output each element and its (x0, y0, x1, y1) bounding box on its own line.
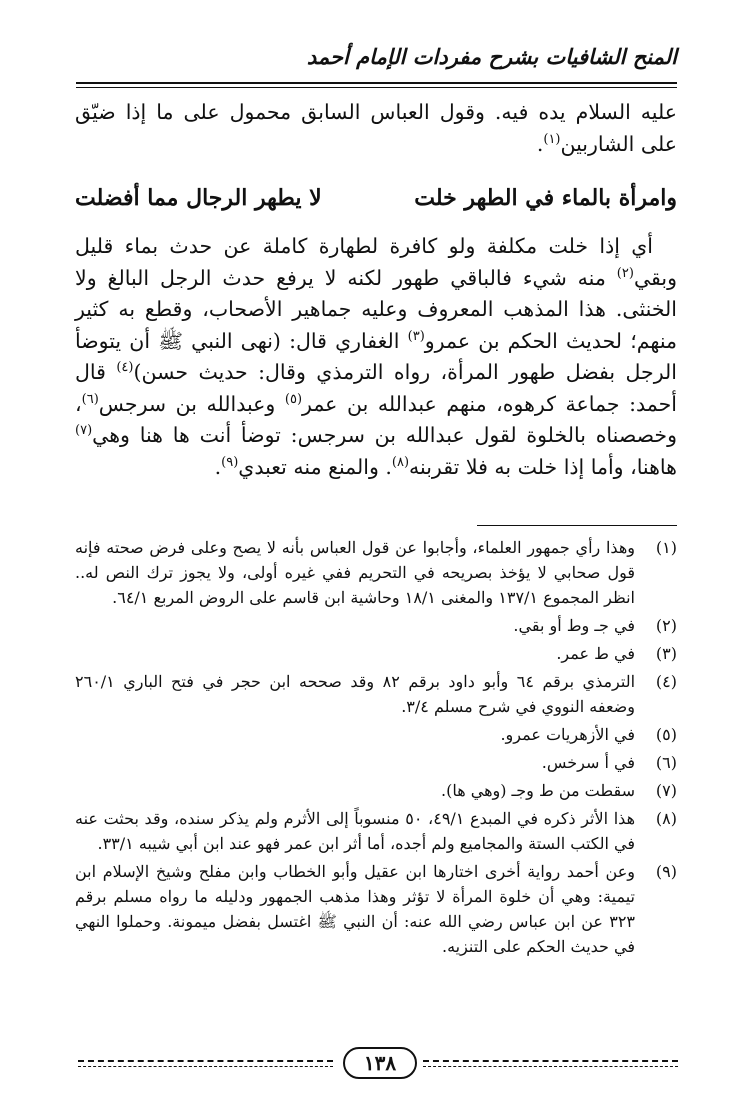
footnote-number: (٣) (655, 644, 677, 663)
footnote-text: وهذا رأي جمهور العلماء، وأجابوا عن قول العباس بأنه لا يصح وعلى فرض صحته فإنه قول صحابي لا يؤخذ بصريحه في التحريم ففي غيره أولى، ولا يجوز ترك النص له.. انظر المجموع ١٣٧/١ والمغنى ١٨/١ وحاشية ابن قاسم على الروض المربع ٦٤/١. (75, 538, 635, 607)
footnote-number: (٩) (655, 862, 677, 881)
footnote-text: في جـ وط أو بقي. (513, 616, 635, 635)
footnote-ref[interactable]: (٥) (284, 391, 303, 407)
text-segment: قال أحمد: جماعة كرهوه، منهم عبدالله بن عمر (75, 360, 677, 416)
footnote-text: في أ سرخس. (541, 753, 635, 772)
footnote-text: في ط عمر. (556, 644, 635, 663)
footnote-number: (٨) (655, 809, 677, 828)
footnote-item (75, 535, 677, 610)
footnote-separator (477, 525, 677, 526)
text-segment: منه شيء فالباقي طهور لكنه لا يرفع حدث الرجل البالغ ولا الخنثى. هذا المذهب المعروف وعليه جماهير الأصحاب، وقطع به كثير منهم؛ لحديث الحكم بن عمرو (75, 265, 677, 353)
footnote-ref[interactable]: (٩) (221, 454, 239, 470)
footnotes-list (75, 535, 677, 962)
header-rule (76, 82, 677, 88)
footnote-item (75, 859, 677, 959)
footnote-number: (٧) (655, 781, 677, 800)
text-segment: أي إذا خلت مكلفة ولو كافرة لطهارة كاملة عن حدث بماء قليل وبقي (75, 234, 677, 290)
continuation-line: عليه السلام يده فيه. وقول العباس السابق محمول على ما إذا ضيّق على الشاربين (75, 100, 677, 156)
footnote-item (75, 750, 677, 775)
continuation-end: . (536, 132, 544, 156)
commentary-paragraph (75, 231, 677, 483)
verse-hemistich-1: وامرأة بالماء في الطهر خلت (414, 185, 677, 211)
footnote-ref[interactable]: (٨) (391, 454, 410, 470)
text-segment: هاهنا، وأما إذا خلت به فلا تقربنه (409, 454, 677, 479)
page-number: ١٣٨ (343, 1047, 417, 1079)
footer-ornament-rule (423, 1066, 678, 1067)
footnote-text: هذا الأثر ذكره في المبدع ٤٩/١، ٥٠ منسوباً إلى الأثرم ولم يذكر سنده، وقد بحثت عنه في الكتب الستة والمجاميع ولم أجده، أما أثر ابن عمر فهو عند ابن أبي شيبه ٣٣/١. (75, 809, 636, 853)
footnote-number: (٢) (655, 616, 677, 635)
verse-hemistich-2: لا يطهر الرجال مما أفضلت (75, 185, 322, 211)
page-footer (78, 1047, 678, 1077)
footnote-item (75, 722, 677, 747)
footer-ornament-rule (423, 1060, 678, 1062)
footnote-ref[interactable]: (٣) (407, 328, 425, 344)
footnote-item (75, 669, 677, 719)
footer-ornament-rule (78, 1060, 333, 1062)
footnote-ref[interactable]: (٦) (81, 391, 99, 407)
footnote-text: في الأزهريات عمرو. (500, 725, 635, 744)
text-segment: . (214, 454, 222, 479)
footnote-number: (١) (655, 538, 677, 557)
verse-heading (75, 185, 677, 211)
text-segment: . والمنع منه تعبدي (238, 454, 392, 479)
footnote-ref[interactable]: (٤) (116, 360, 134, 376)
text-segment: الغفاري قال: (نهى النبي ﷺ أن يتوضأ الرجل بفضل طهور المرأة، رواه الترمذي وقال: حديث حسن) (75, 328, 677, 384)
footnote-number: (٦) (655, 753, 677, 772)
footnote-text: وعن أحمد رواية أخرى اختارها ابن عقيل وأبو الخطاب وابن مفلح وشيخ الإسلام ابن تيمية: وهي أن خلوة المرأة لا تؤثر وهذا مذهب الجمهور ودليله ما رواه مسلم برقم ٣٢٣ عن ابن عباس رضي الله عنه: أن النبي ﷺ اغتسل بفضل ميمونة. وحملوا النهي في حديث الحكم على التنزيه. (75, 862, 635, 956)
text-segment: وعبدالله بن سرجس (98, 391, 285, 416)
footnote-item (75, 641, 677, 666)
footnote-text: سقطت من ط وجـ (وهي ها). (441, 781, 635, 800)
text-segment: ، وخصصناه بالخلوة لقول عبدالله بن سرجس: توضأ أنت ها هنا وهي (75, 391, 677, 447)
footnote-item (75, 778, 677, 803)
footnote-ref[interactable]: (٧) (75, 423, 93, 439)
footnote-item (75, 806, 677, 856)
running-header-title: المنح الشافيات بشرح مفردات الإمام أحمد (306, 44, 677, 69)
footnote-ref[interactable]: (١) (543, 132, 561, 148)
footnote-number: (٥) (655, 725, 677, 744)
footnote-number: (٤) (655, 672, 677, 691)
continuation-text (75, 96, 677, 160)
footnote-ref[interactable]: (٢) (616, 265, 634, 281)
footer-ornament-rule (78, 1066, 333, 1067)
footnote-item (75, 613, 677, 638)
footnote-text: الترمذي برقم ٦٤ وأبو داود برقم ٨٢ وقد صححه ابن حجر في فتح الباري ٢٦٠/١ وضعفه النووي في شرح مسلم ٣/٤. (75, 672, 636, 716)
